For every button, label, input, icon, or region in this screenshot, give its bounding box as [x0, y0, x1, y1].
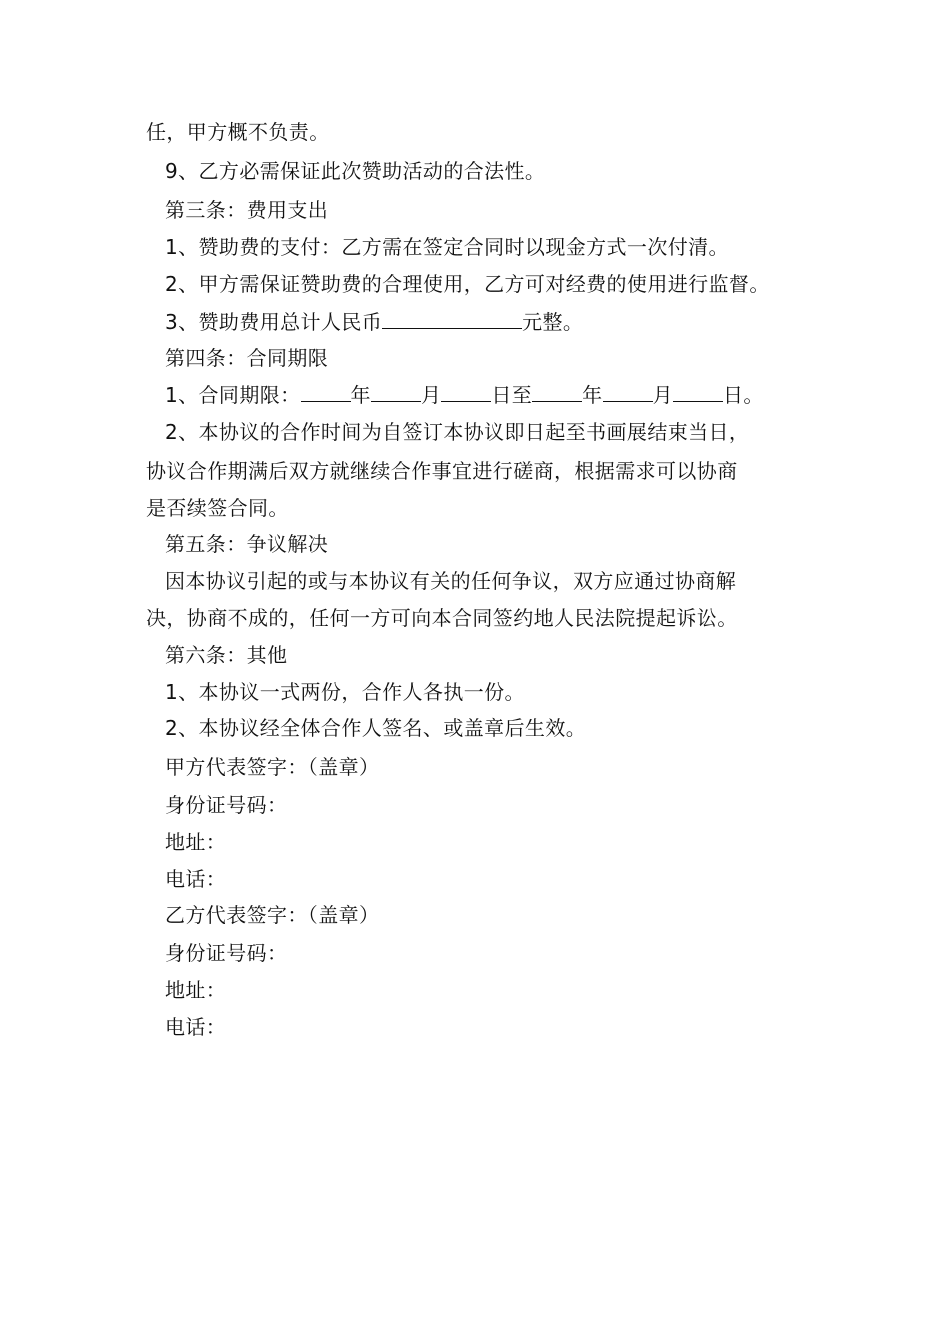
text: 乙方代表签字：（盖章） [165, 903, 380, 927]
article-3-item-2 [165, 272, 770, 296]
article-6-heading [165, 643, 287, 667]
start-day-blank[interactable] [441, 383, 491, 402]
article-4-item-1 [165, 383, 764, 407]
article-6-item-2 [165, 716, 586, 740]
text: 决，协商不成的，任何一方可向本合同签约地人民法院提起诉讼。 [146, 606, 738, 630]
text: 2、甲方需保证赞助费的合理使用，乙方可对经费的使用进行监督。 [165, 272, 770, 296]
text: 2、本协议的合作时间为自签订本协议即日起至书画展结束当日， [165, 420, 750, 444]
party-a-phone [165, 867, 226, 891]
text: 1、本协议一式两份，合作人各执一份。 [165, 680, 525, 704]
text: 月 [652, 383, 673, 407]
article-3-item-1 [165, 235, 729, 259]
text: 第六条：其他 [165, 643, 288, 667]
start-year-blank[interactable] [301, 383, 351, 402]
text: 身份证号码： [165, 793, 288, 817]
text: 任，甲方概不负责。 [146, 120, 330, 144]
end-month-blank[interactable] [603, 383, 653, 402]
text: 电话： [165, 1015, 227, 1039]
text: 第四条：合同期限 [165, 346, 329, 370]
start-month-blank[interactable] [371, 383, 421, 402]
party-a-id-number [165, 793, 287, 817]
article-5-body-cont [146, 606, 738, 630]
article-4-item-2-cont [146, 459, 738, 483]
text: 地址： [165, 978, 227, 1002]
party-b-id-number [165, 941, 287, 965]
article-4-item-2 [165, 420, 749, 444]
article-5-heading [165, 532, 328, 556]
end-year-blank[interactable] [532, 383, 582, 402]
text: 第三条：费用支出 [165, 198, 329, 222]
party-a-signature [165, 755, 379, 779]
party-b-address [165, 978, 226, 1002]
text: 9、乙方必需保证此次赞助活动的合法性。 [165, 159, 546, 183]
end-day-blank[interactable] [673, 383, 723, 402]
text: 地址： [165, 830, 227, 854]
paragraph-continuation [146, 120, 330, 144]
text: 身份证号码： [165, 941, 288, 965]
text: 因本协议引起的或与本协议有关的任何争议，双方应通过协商解 [165, 569, 737, 593]
text: 日至 [491, 383, 533, 407]
text: 协议合作期满后双方就继续合作事宜进行磋商，根据需求可以协商 [146, 459, 738, 483]
party-a-address [165, 830, 226, 854]
article-4-heading [165, 346, 328, 370]
party-b-signature [165, 903, 379, 927]
text: 1、合同期限： [165, 383, 301, 407]
article-5-body [165, 569, 736, 593]
clause-item-9 [165, 159, 545, 183]
text: 元整。 [522, 310, 584, 334]
party-b-phone [165, 1015, 226, 1039]
text: 年 [350, 383, 371, 407]
text: 3、赞助费用总计人民币 [165, 310, 383, 334]
text: 甲方代表签字：（盖章） [165, 755, 380, 779]
text: 年 [582, 383, 603, 407]
text: 日。 [722, 383, 764, 407]
amount-blank[interactable] [382, 310, 522, 329]
text: 1、赞助费的支付：乙方需在签定合同时以现金方式一次付清。 [165, 235, 729, 259]
article-3-item-3 [165, 310, 583, 334]
text: 2、本协议经全体合作人签名、或盖章后生效。 [165, 716, 587, 740]
article-4-item-2-cont [146, 496, 289, 520]
text: 月 [420, 383, 442, 407]
text: 电话： [165, 867, 227, 891]
text: 第五条：争议解决 [165, 532, 329, 556]
text: 是否续签合同。 [146, 496, 289, 520]
article-3-heading [165, 198, 328, 222]
article-6-item-1 [165, 680, 525, 704]
